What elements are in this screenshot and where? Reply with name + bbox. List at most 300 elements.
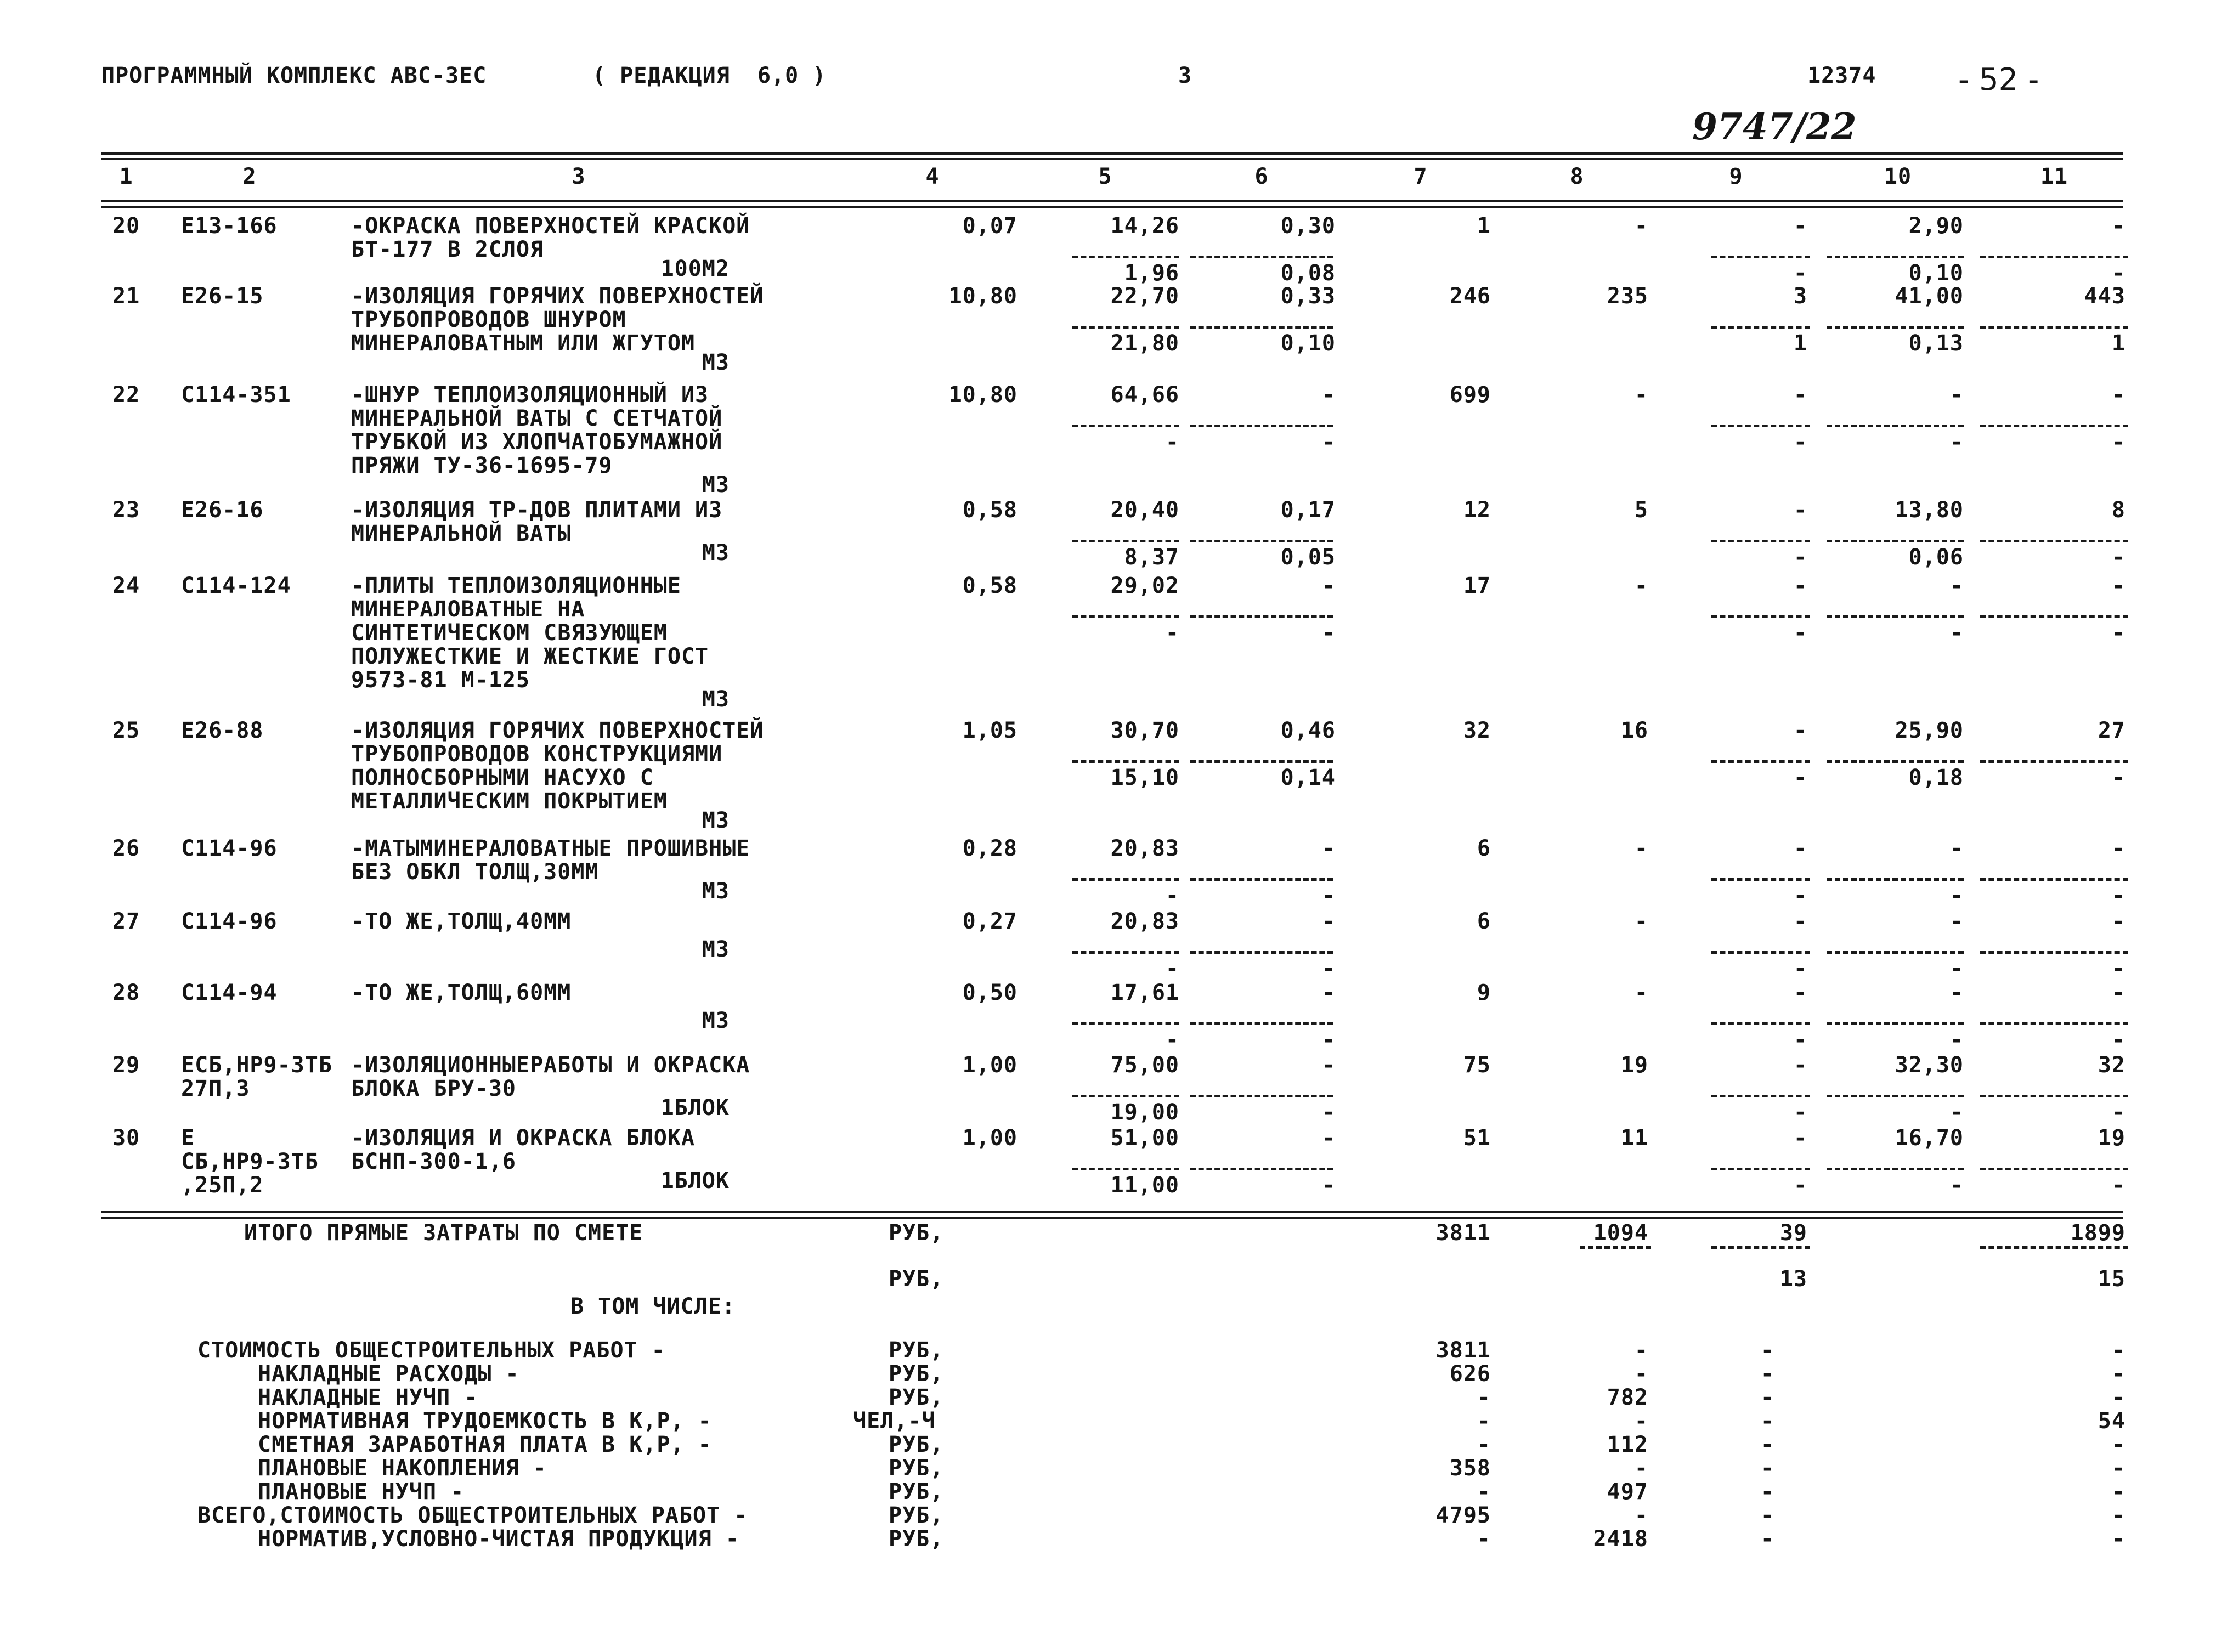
row-separator bbox=[1190, 760, 1333, 763]
cell-col-5-bottom: 21,80 bbox=[1110, 331, 1179, 356]
summary-col-8: - bbox=[1634, 1456, 1648, 1481]
summary-col-11: - bbox=[2111, 1503, 2125, 1528]
summary-unit: ЧЕЛ,-Ч bbox=[853, 1408, 936, 1434]
row-quantity: 0,28 bbox=[962, 836, 1017, 861]
cell-col-9-bottom: - bbox=[1793, 429, 1807, 455]
totals-unit-2: РУБ, bbox=[889, 1266, 944, 1292]
cell-col-6: - bbox=[1321, 836, 1336, 861]
row-separator bbox=[1827, 615, 1964, 618]
row-quantity: 1,00 bbox=[962, 1125, 1017, 1151]
row-separator bbox=[1711, 256, 1810, 258]
cell-col-11-bottom: - bbox=[2111, 261, 2125, 286]
row-quantity: 1,00 bbox=[962, 1053, 1017, 1078]
cell-col-8: 11 bbox=[1620, 1125, 1648, 1151]
row-description: МИНЕРАЛОВАТНЫЕ НА bbox=[351, 597, 585, 622]
row-separator bbox=[1072, 425, 1179, 427]
summary-unit: РУБ, bbox=[889, 1338, 944, 1363]
totals-separator bbox=[1580, 1246, 1651, 1249]
cell-col-9: - bbox=[1793, 1053, 1807, 1078]
row-number: 21 bbox=[112, 284, 140, 309]
summary-label: НАКЛАДНЫЕ РАСХОДЫ - bbox=[258, 1361, 519, 1387]
row-description: -ТО ЖЕ,ТОЛЩ,40ММ bbox=[351, 909, 572, 934]
cell-col-10-bottom: - bbox=[1949, 429, 1964, 455]
summary-col-7: 626 bbox=[1449, 1361, 1491, 1387]
cell-col-6-bottom: 0,10 bbox=[1280, 331, 1336, 356]
row-separator bbox=[1980, 1095, 2128, 1097]
summary-col-7: - bbox=[1477, 1526, 1491, 1552]
cell-col-10-bottom: 0,18 bbox=[1908, 765, 1964, 790]
summary-col-9: - bbox=[1760, 1432, 1774, 1457]
cell-col-10: 25,90 bbox=[1895, 718, 1964, 743]
cell-col-8: - bbox=[1634, 909, 1648, 934]
cell-col-11-bottom: - bbox=[2111, 1100, 2125, 1125]
cell-col-7: 32 bbox=[1463, 718, 1491, 743]
row-description: МИНЕРАЛОВАТНЫМ ИЛИ ЖГУТОМ bbox=[351, 331, 696, 356]
cell-col-8: - bbox=[1634, 213, 1648, 239]
cell-col-7: 9 bbox=[1477, 980, 1491, 1005]
row-description: -ИЗОЛЯЦИОННЫЕРАБОТЫ И ОКРАСКА bbox=[351, 1053, 750, 1078]
row-separator bbox=[1072, 1022, 1179, 1025]
cell-col-9-bottom: - bbox=[1793, 765, 1807, 790]
header-rule-top bbox=[101, 158, 2123, 160]
totals-separator bbox=[1980, 1246, 2128, 1249]
row-separator bbox=[1827, 540, 1964, 542]
row-separator bbox=[1711, 878, 1810, 881]
cell-col-9: - bbox=[1793, 718, 1807, 743]
section-number: 3 bbox=[1178, 63, 1192, 88]
row-quantity: 0,58 bbox=[962, 497, 1017, 523]
row-quantity: 1,05 bbox=[962, 718, 1017, 743]
row-code: Е bbox=[181, 1125, 195, 1151]
row-separator bbox=[1711, 615, 1810, 618]
cell-col-9: - bbox=[1793, 980, 1807, 1005]
row-description: -ТО ЖЕ,ТОЛЩ,60ММ bbox=[351, 980, 572, 1005]
cell-col-11: - bbox=[2111, 909, 2125, 934]
column-header: 1 bbox=[119, 164, 133, 189]
cell-col-6-bottom: - bbox=[1321, 429, 1336, 455]
row-quantity: 0,27 bbox=[962, 909, 1017, 934]
row-unit: М3 bbox=[702, 540, 730, 565]
summary-col-7: - bbox=[1477, 1432, 1491, 1457]
summary-col-7: 3811 bbox=[1435, 1338, 1491, 1363]
cell-col-10-bottom: - bbox=[1949, 1027, 1964, 1053]
row-number: 25 bbox=[112, 718, 140, 743]
cell-col-11: - bbox=[2111, 213, 2125, 239]
row-separator bbox=[1072, 540, 1179, 542]
summary-col-9: - bbox=[1760, 1338, 1774, 1363]
row-number: 30 bbox=[112, 1125, 140, 1151]
summary-col-8: 497 bbox=[1607, 1479, 1648, 1504]
summary-col-11: 54 bbox=[2098, 1408, 2125, 1434]
cell-col-11: 27 bbox=[2098, 718, 2125, 743]
row-description: -ПЛИТЫ ТЕПЛОИЗОЛЯЦИОННЫЕ bbox=[351, 573, 681, 598]
row-code: С114-96 bbox=[181, 836, 278, 861]
summary-col-7: 4795 bbox=[1435, 1503, 1491, 1528]
summary-unit: РУБ, bbox=[889, 1503, 944, 1528]
row-code: ,25П,2 bbox=[181, 1173, 264, 1198]
row-code: С114-351 bbox=[181, 382, 291, 408]
row-quantity: 0,50 bbox=[962, 980, 1017, 1005]
row-description: -ИЗОЛЯЦИЯ ГОРЯЧИХ ПОВЕРХНОСТЕЙ bbox=[351, 718, 764, 743]
row-quantity: 10,80 bbox=[948, 382, 1017, 408]
summary-label: ПЛАНОВЫЕ НУЧП - bbox=[258, 1479, 465, 1504]
row-number: 27 bbox=[112, 909, 140, 934]
cell-col-10: - bbox=[1949, 980, 1964, 1005]
cell-col-11-bottom: - bbox=[2111, 620, 2125, 646]
row-separator bbox=[1980, 1022, 2128, 1025]
cell-col-10: 2,90 bbox=[1908, 213, 1964, 239]
row-description: МИНЕРАЛЬНОЙ ВАТЫ bbox=[351, 521, 572, 546]
cell-col-9-bottom: - bbox=[1793, 545, 1807, 570]
row-quantity: 0,58 bbox=[962, 573, 1017, 598]
row-unit: М3 bbox=[702, 937, 730, 962]
row-separator bbox=[1072, 1168, 1179, 1170]
row-description: ПОЛНОСБОРНЫМИ НАСУХО С bbox=[351, 765, 654, 790]
summary-col-11: - bbox=[2111, 1479, 2125, 1504]
row-separator bbox=[1827, 1022, 1964, 1025]
summary-col-7: - bbox=[1477, 1408, 1491, 1434]
summary-unit: РУБ, bbox=[889, 1456, 944, 1481]
column-header: 10 bbox=[1884, 164, 1912, 189]
cell-col-9: - bbox=[1793, 497, 1807, 523]
totals-col-8: 1094 bbox=[1593, 1220, 1648, 1246]
row-separator bbox=[1711, 951, 1810, 954]
cell-col-5-bottom: - bbox=[1165, 956, 1179, 981]
cell-col-5-bottom: 11,00 bbox=[1110, 1173, 1179, 1198]
summary-col-8: 112 bbox=[1607, 1432, 1648, 1457]
cell-col-9-bottom: - bbox=[1793, 1027, 1807, 1053]
cell-col-9: 3 bbox=[1793, 284, 1807, 309]
cell-col-11-bottom: - bbox=[2111, 956, 2125, 981]
cell-col-6: - bbox=[1321, 909, 1336, 934]
cell-col-8: - bbox=[1634, 836, 1648, 861]
cell-col-10: 13,80 bbox=[1895, 497, 1964, 523]
row-description: -ИЗОЛЯЦИЯ ТР-ДОВ ПЛИТАМИ ИЗ bbox=[351, 497, 723, 523]
row-unit: М3 bbox=[702, 687, 730, 712]
column-header: 6 bbox=[1254, 164, 1269, 189]
row-unit: М3 bbox=[702, 472, 730, 497]
totals-col-11-bottom: 15 bbox=[2098, 1266, 2125, 1292]
cell-col-6-bottom: - bbox=[1321, 1027, 1336, 1053]
row-separator bbox=[1072, 326, 1179, 329]
summary-col-7: 358 bbox=[1449, 1456, 1491, 1481]
cell-col-11-bottom: - bbox=[2111, 429, 2125, 455]
summary-label: СТОИМОСТЬ ОБЩЕСТРОИТЕЛЬНЫХ РАБОТ - bbox=[197, 1338, 665, 1363]
row-unit: М3 bbox=[702, 808, 730, 833]
cell-col-8: - bbox=[1634, 573, 1648, 598]
row-separator bbox=[1190, 615, 1333, 618]
cell-col-10-bottom: - bbox=[1949, 1173, 1964, 1198]
row-description: -ИЗОЛЯЦИЯ И ОКРАСКА БЛОКА bbox=[351, 1125, 696, 1151]
totals-col-11: 1899 bbox=[2070, 1220, 2125, 1246]
cell-col-10-bottom: 0,06 bbox=[1908, 545, 1964, 570]
row-separator bbox=[1980, 760, 2128, 763]
cell-col-10: - bbox=[1949, 909, 1964, 934]
row-code: Е26-88 bbox=[181, 718, 264, 743]
row-separator bbox=[1980, 878, 2128, 881]
row-separator bbox=[1827, 425, 1964, 427]
summary-col-8: - bbox=[1634, 1338, 1648, 1363]
cell-col-8: 16 bbox=[1620, 718, 1648, 743]
row-number: 24 bbox=[112, 573, 140, 598]
row-description: ТРУБКОЙ ИЗ ХЛОПЧАТОБУМАЖНОЙ bbox=[351, 429, 723, 455]
cell-col-5: 17,61 bbox=[1110, 980, 1179, 1005]
row-code: ЕСБ,НР9-3ТБ bbox=[181, 1053, 332, 1078]
row-number: 20 bbox=[112, 213, 140, 239]
cell-col-9: - bbox=[1793, 382, 1807, 408]
row-code: Е26-15 bbox=[181, 284, 264, 309]
row-description: ТРУБОПРОВОДОВ ШНУРОМ bbox=[351, 307, 626, 332]
row-separator bbox=[1190, 256, 1333, 258]
column-header: 3 bbox=[572, 164, 586, 189]
row-code: 27П,3 bbox=[181, 1076, 250, 1101]
row-separator bbox=[1980, 256, 2128, 258]
row-separator bbox=[1827, 1168, 1964, 1170]
column-header: 9 bbox=[1729, 164, 1743, 189]
cell-col-5: 22,70 bbox=[1110, 284, 1179, 309]
cell-col-6-bottom: 0,14 bbox=[1280, 765, 1336, 790]
cell-col-10-bottom: - bbox=[1949, 956, 1964, 981]
header-rule-bottom bbox=[101, 206, 2123, 208]
row-separator bbox=[1827, 326, 1964, 329]
column-header: 5 bbox=[1098, 164, 1112, 189]
totals-col-7: 3811 bbox=[1435, 1220, 1491, 1246]
row-code: Е13-166 bbox=[181, 213, 278, 239]
totals-label: ИТОГО ПРЯМЫЕ ЗАТРАТЫ ПО СМЕТЕ bbox=[244, 1220, 643, 1246]
cell-col-6: 0,46 bbox=[1280, 718, 1336, 743]
row-description: -ИЗОЛЯЦИЯ ГОРЯЧИХ ПОВЕРХНОСТЕЙ bbox=[351, 284, 764, 309]
cell-col-8: - bbox=[1634, 980, 1648, 1005]
cell-col-9-bottom: - bbox=[1793, 1100, 1807, 1125]
cell-col-11: 19 bbox=[2098, 1125, 2125, 1151]
row-number: 28 bbox=[112, 980, 140, 1005]
row-unit: 100М2 bbox=[660, 256, 730, 281]
totals-rule bbox=[101, 1217, 2123, 1219]
cell-col-10: 41,00 bbox=[1895, 284, 1964, 309]
row-number: 22 bbox=[112, 382, 140, 408]
row-number: 26 bbox=[112, 836, 140, 861]
cell-col-11-bottom: - bbox=[2111, 883, 2125, 908]
cell-col-10: 16,70 bbox=[1895, 1125, 1964, 1151]
summary-label: ВСЕГО,СТОИМОСТЬ ОБЩЕСТРОИТЕЛЬНЫХ РАБОТ - bbox=[197, 1503, 748, 1528]
summary-col-11: - bbox=[2111, 1432, 2125, 1457]
cell-col-7: 699 bbox=[1449, 382, 1491, 408]
totals-unit: РУБ, bbox=[889, 1220, 944, 1246]
row-separator bbox=[1072, 1095, 1179, 1097]
column-header: 8 bbox=[1570, 164, 1584, 189]
row-separator bbox=[1827, 878, 1964, 881]
cell-col-9-bottom: - bbox=[1793, 883, 1807, 908]
cell-col-9: - bbox=[1793, 836, 1807, 861]
summary-unit: РУБ, bbox=[889, 1385, 944, 1410]
cell-col-6: 0,30 bbox=[1280, 213, 1336, 239]
row-separator bbox=[1827, 256, 1964, 258]
row-separator bbox=[1072, 878, 1179, 881]
row-number: 29 bbox=[112, 1053, 140, 1078]
cell-col-11: 443 bbox=[2084, 284, 2125, 309]
cell-col-11: - bbox=[2111, 980, 2125, 1005]
cell-col-6-bottom: - bbox=[1321, 620, 1336, 646]
cell-col-7: 1 bbox=[1477, 213, 1491, 239]
row-description: МИНЕРАЛЬНОЙ ВАТЫ С СЕТЧАТОЙ bbox=[351, 406, 723, 431]
edition-label: ( РЕДАКЦИЯ 6,0 ) bbox=[592, 63, 827, 88]
row-code: С114-124 bbox=[181, 573, 291, 598]
cell-col-5: 20,83 bbox=[1110, 909, 1179, 934]
summary-col-8: - bbox=[1634, 1361, 1648, 1387]
row-separator bbox=[1711, 1095, 1810, 1097]
cell-col-5-bottom: 8,37 bbox=[1124, 545, 1179, 570]
summary-col-11: - bbox=[2111, 1456, 2125, 1481]
row-separator bbox=[1711, 760, 1810, 763]
row-description: 9573-81 М-125 bbox=[351, 667, 530, 693]
row-separator bbox=[1711, 326, 1810, 329]
row-quantity: 10,80 bbox=[948, 284, 1017, 309]
cell-col-9-bottom: - bbox=[1793, 1173, 1807, 1198]
row-separator bbox=[1711, 1168, 1810, 1170]
cell-col-11: - bbox=[2111, 573, 2125, 598]
row-separator bbox=[1190, 425, 1333, 427]
row-unit: М3 bbox=[702, 350, 730, 375]
row-number: 23 bbox=[112, 497, 140, 523]
cell-col-8: 5 bbox=[1634, 497, 1648, 523]
cell-col-5: 20,40 bbox=[1110, 497, 1179, 523]
row-separator bbox=[1827, 760, 1964, 763]
header-rule-bottom bbox=[101, 200, 2123, 202]
row-separator bbox=[1980, 540, 2128, 542]
cell-col-6-bottom: 0,05 bbox=[1280, 545, 1336, 570]
row-separator bbox=[1190, 1022, 1333, 1025]
summary-col-7: - bbox=[1477, 1385, 1491, 1410]
cell-col-9: - bbox=[1793, 213, 1807, 239]
summary-col-11: - bbox=[2111, 1385, 2125, 1410]
cell-col-11-bottom: - bbox=[2111, 545, 2125, 570]
row-description: БСНП-300-1,6 bbox=[351, 1149, 516, 1174]
row-separator bbox=[1827, 1095, 1964, 1097]
cell-col-9-bottom: - bbox=[1793, 261, 1807, 286]
cell-col-10: - bbox=[1949, 573, 1964, 598]
cell-col-7: 246 bbox=[1449, 284, 1491, 309]
program-title: ПРОГРАММНЫЙ КОМПЛЕКС АВС-ЗЕС bbox=[101, 63, 487, 88]
cell-col-6-bottom: 0,08 bbox=[1280, 261, 1336, 286]
cell-col-11: 32 bbox=[2098, 1053, 2125, 1078]
summary-label: НОРМАТИВНАЯ ТРУДОЕМКОСТЬ В К,Р, - bbox=[258, 1408, 712, 1434]
row-unit: 1БЛОК bbox=[660, 1095, 730, 1121]
cell-col-5: 75,00 bbox=[1110, 1053, 1179, 1078]
cell-col-10-bottom: 0,13 bbox=[1908, 331, 1964, 356]
cell-col-10-bottom: 0,10 bbox=[1908, 261, 1964, 286]
cell-col-5-bottom: 19,00 bbox=[1110, 1100, 1179, 1125]
cell-col-5-bottom: 1,96 bbox=[1124, 261, 1179, 286]
row-separator bbox=[1980, 425, 2128, 427]
summary-label: СМЕТНАЯ ЗАРАБОТНАЯ ПЛАТА В К,Р, - bbox=[258, 1432, 712, 1457]
row-description: МЕТАЛЛИЧЕСКИМ ПОКРЫТИЕМ bbox=[351, 789, 668, 814]
including-heading: В ТОМ ЧИСЛЕ: bbox=[570, 1294, 736, 1319]
cell-col-11-bottom: - bbox=[2111, 1027, 2125, 1053]
row-separator bbox=[1072, 760, 1179, 763]
summary-unit: РУБ, bbox=[889, 1432, 944, 1457]
cell-col-10-bottom: - bbox=[1949, 883, 1964, 908]
handwritten-reference: 9747/22 bbox=[1692, 105, 1857, 148]
cell-col-10: - bbox=[1949, 382, 1964, 408]
cell-col-5-bottom: 15,10 bbox=[1110, 765, 1179, 790]
summary-col-11: - bbox=[2111, 1338, 2125, 1363]
cell-col-11: - bbox=[2111, 836, 2125, 861]
cell-col-5: 51,00 bbox=[1110, 1125, 1179, 1151]
cell-col-7: 51 bbox=[1463, 1125, 1491, 1151]
row-separator bbox=[1980, 615, 2128, 618]
row-code: Е26-16 bbox=[181, 497, 264, 523]
cell-col-10-bottom: - bbox=[1949, 1100, 1964, 1125]
cell-col-8: - bbox=[1634, 382, 1648, 408]
cell-col-5: 29,02 bbox=[1110, 573, 1179, 598]
row-separator bbox=[1827, 951, 1964, 954]
row-separator bbox=[1190, 326, 1333, 329]
summary-col-11: - bbox=[2111, 1361, 2125, 1387]
row-description: БЕЗ ОБКЛ ТОЛЩ,30ММ bbox=[351, 859, 599, 885]
row-description: -ШНУР ТЕПЛОИЗОЛЯЦИОННЫЙ ИЗ bbox=[351, 382, 709, 408]
column-header: 7 bbox=[1414, 164, 1428, 189]
cell-col-11: - bbox=[2111, 382, 2125, 408]
cell-col-7: 6 bbox=[1477, 909, 1491, 934]
cell-col-10: - bbox=[1949, 836, 1964, 861]
cell-col-5: 20,83 bbox=[1110, 836, 1179, 861]
summary-label: НОРМАТИВ,УСЛОВНО-ЧИСТАЯ ПРОДУКЦИЯ - bbox=[258, 1526, 739, 1552]
cell-col-11-bottom: 1 bbox=[2111, 331, 2125, 356]
row-unit: М3 bbox=[702, 1008, 730, 1033]
cell-col-9: - bbox=[1793, 1125, 1807, 1151]
row-separator bbox=[1980, 951, 2128, 954]
row-description: ПОЛУЖЕСТКИЕ И ЖЕСТКИЕ ГОСТ bbox=[351, 644, 709, 669]
summary-col-8: - bbox=[1634, 1408, 1648, 1434]
row-code: СБ,НР9-3ТБ bbox=[181, 1149, 319, 1174]
header-rule-top bbox=[101, 152, 2123, 155]
column-header: 2 bbox=[242, 164, 257, 189]
cell-col-8: 19 bbox=[1620, 1053, 1648, 1078]
row-separator bbox=[1072, 615, 1179, 618]
summary-col-8: 2418 bbox=[1593, 1526, 1648, 1552]
summary-col-9: - bbox=[1760, 1479, 1774, 1504]
totals-col-9: 39 bbox=[1779, 1220, 1807, 1246]
column-header: 4 bbox=[925, 164, 940, 189]
cell-col-6-bottom: - bbox=[1321, 883, 1336, 908]
cell-col-7: 6 bbox=[1477, 836, 1491, 861]
cell-col-6: - bbox=[1321, 382, 1336, 408]
cell-col-9: - bbox=[1793, 909, 1807, 934]
row-separator bbox=[1711, 540, 1810, 542]
row-separator bbox=[1072, 256, 1179, 258]
cell-col-6: - bbox=[1321, 1053, 1336, 1078]
row-separator bbox=[1190, 878, 1333, 881]
cell-col-5-bottom: - bbox=[1165, 429, 1179, 455]
cell-col-9: - bbox=[1793, 573, 1807, 598]
cell-col-9-bottom: 1 bbox=[1793, 331, 1807, 356]
summary-unit: РУБ, bbox=[889, 1526, 944, 1552]
cell-col-5-bottom: - bbox=[1165, 1027, 1179, 1053]
summary-label: ПЛАНОВЫЕ НАКОПЛЕНИЯ - bbox=[258, 1456, 547, 1481]
cell-col-6: - bbox=[1321, 980, 1336, 1005]
cell-col-5: 30,70 bbox=[1110, 718, 1179, 743]
row-separator bbox=[1711, 1022, 1810, 1025]
cell-col-6: 0,17 bbox=[1280, 497, 1336, 523]
summary-col-8: 782 bbox=[1607, 1385, 1648, 1410]
row-separator bbox=[1190, 1095, 1333, 1097]
row-description: -ОКРАСКА ПОВЕРХНОСТЕЙ КРАСКОЙ bbox=[351, 213, 750, 239]
row-separator bbox=[1980, 326, 2128, 329]
cell-col-11: 8 bbox=[2111, 497, 2125, 523]
cell-col-11-bottom: - bbox=[2111, 1173, 2125, 1198]
cell-col-9-bottom: - bbox=[1793, 620, 1807, 646]
row-description: ПРЯЖИ ТУ-36-1695-79 bbox=[351, 453, 613, 478]
